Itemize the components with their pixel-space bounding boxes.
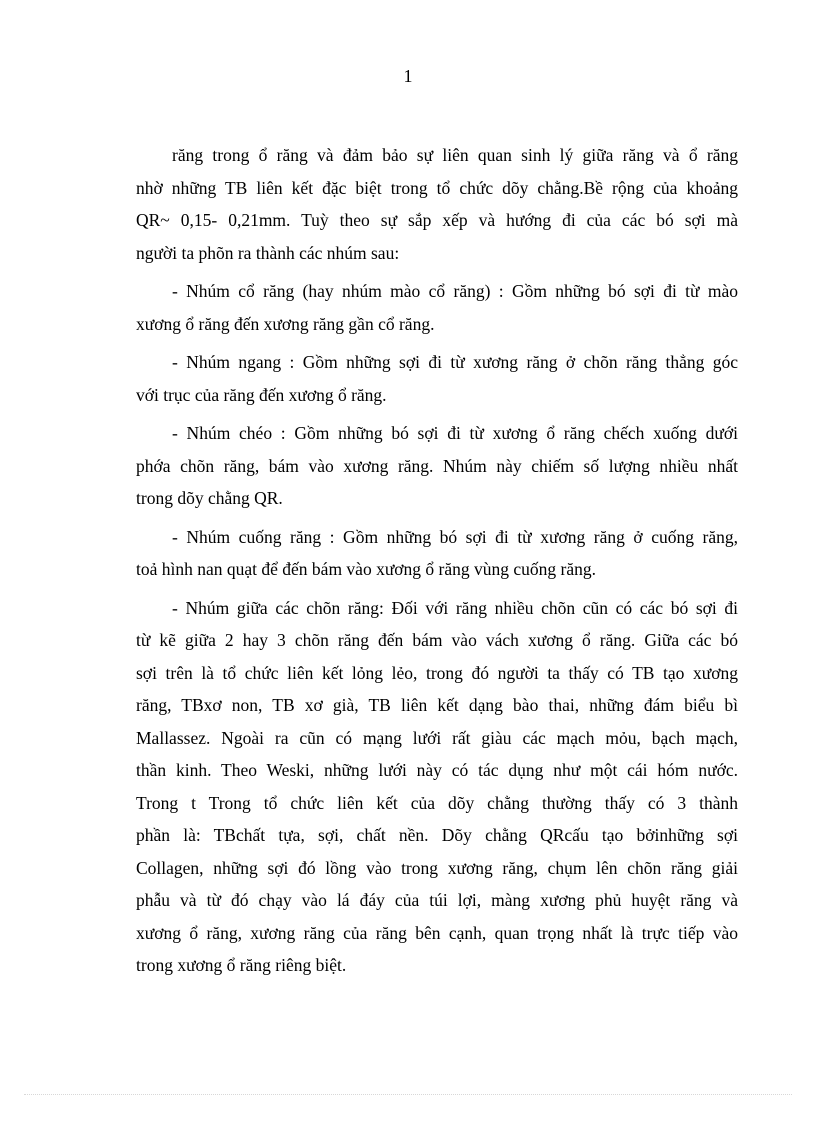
text-line: người ta phõn ra thành các nhúm sau: xyxy=(136,242,400,263)
text-line: răng, TBxơ non, TB xơ già, TB liên kết dạng bào thai, những đám biểu bì xyxy=(136,695,738,715)
text-line: phẫu và từ đó chạy vào lá đáy của túi lợi, màng xương phủ huyệt răng và xyxy=(136,890,738,910)
text-line: trong dõy chằng QR. xyxy=(136,488,283,508)
paragraph xyxy=(136,417,738,515)
text-line: - Nhúm giữa các chõn răng: Đối với răng nhiều chõn cũn có các bó sợi đi xyxy=(172,597,738,618)
paragraph xyxy=(136,275,738,340)
footer-divider xyxy=(24,1094,792,1095)
text-line: toả hình nan quạt để đến bám vào xương ổ răng vùng cuống răng. xyxy=(136,559,597,579)
text-line: trong xương ổ răng riêng biệt. xyxy=(136,955,347,975)
text-line: QR~ 0,15- 0,21mm. Tuỳ theo sự sắp xếp và hướng đi của các bó sợi mà xyxy=(136,210,738,230)
paragraph xyxy=(136,521,738,586)
text-line: phần là: TBchất tựa, sợi, chất nền. Dõy chằng QRcấu tạo bởinhững sợi xyxy=(136,825,738,845)
text-line: Mallassez. Ngoài ra cũn có mạng lưới rất giàu các mạch mỏu, bạch mạch, xyxy=(136,727,738,748)
text-line: Trong t Trong tổ chức liên kết của dõy chằng thường thấy có 3 thành xyxy=(136,792,738,813)
text-line: răng trong ổ răng và đảm bảo sự liên quan sinh lý giữa răng và ổ răng xyxy=(172,145,738,165)
text-line: nhờ những TB liên kết đặc biệt trong tổ chức dõy chằng.Bề rộng của khoảng xyxy=(136,177,738,198)
paragraph xyxy=(136,346,738,411)
text-line: Collagen, những sợi đó lồng vào trong xương răng, chụm lên chõn răng giải xyxy=(136,857,738,878)
text-line: - Nhúm ngang : Gồm những sợi đi từ xương răng ở chõn răng thẳng góc xyxy=(172,352,738,372)
paragraph xyxy=(136,139,738,269)
text-line: thần kinh. Theo Weski, những lưới này có tác dụng như một cái hóm nước. xyxy=(136,760,738,780)
page-number: 1 xyxy=(403,66,413,86)
text-line: từ kẽ giữa 2 hay 3 chõn răng đến bám vào vách xương ổ răng. Giữa các bó xyxy=(136,630,738,650)
text-line: sợi trên là tổ chức liên kết lỏng lẻo, trong đó người ta thấy có TB tạo xương xyxy=(136,662,738,683)
text-line: xương ổ răng, xương răng của răng bên cạnh, quan trọng nhất là trực tiếp vào xyxy=(136,922,738,943)
document-body xyxy=(136,139,738,982)
text-line: phớa chõn răng, bám vào xương răng. Nhúm này chiếm số lượng nhiều nhất xyxy=(136,455,738,476)
text-line: - Nhúm chéo : Gồm những bó sợi đi từ xương ổ răng chếch xuống dưới xyxy=(172,423,738,443)
text-line: xương ổ răng đến xương răng gần cổ răng. xyxy=(136,313,435,334)
text-line: với trục của răng đến xương ổ răng. xyxy=(136,384,387,405)
text-line: - Nhúm cổ răng (hay nhúm mào cổ răng) : Gồm những bó sợi đi từ mào xyxy=(172,281,738,301)
paragraph xyxy=(136,592,738,982)
text-line: - Nhúm cuống răng : Gồm những bó sợi đi từ xương răng ở cuống răng, xyxy=(172,526,738,547)
